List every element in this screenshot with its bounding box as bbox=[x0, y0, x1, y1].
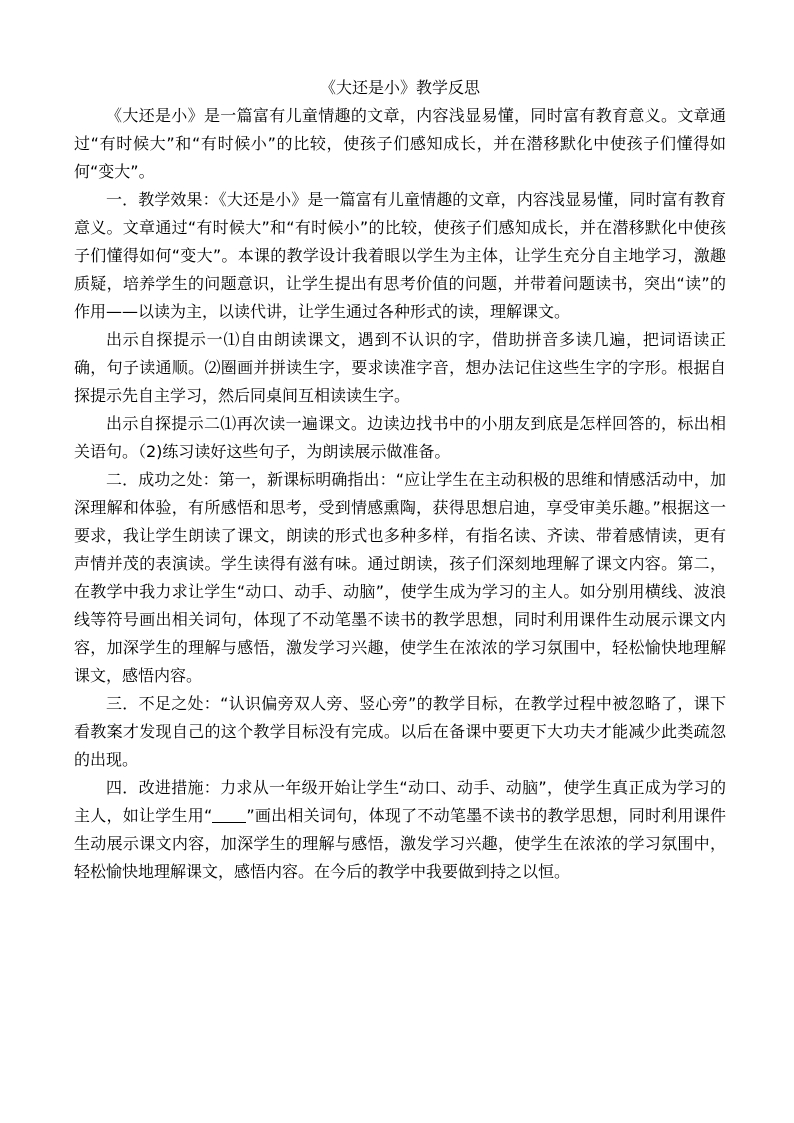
document-body bbox=[74, 74, 726, 886]
paragraph-prompt-one: 出示自探提示一⑴自由朗读课文，遇到不认识的字，借助拼音多读几遍，把词语读正确，句子读通顺。⑵圈画并拼读生字，要求读准字音，想办法记住这些生字的字形。根据自探提示先自主学习，然后同桌间互相读读生字。 bbox=[74, 330, 726, 405]
document-title: 《大还是小》教学反思 bbox=[319, 78, 480, 97]
paragraph-shortcoming: 三．不足之处：“认识偏旁双人旁、竖心旁”的教学目标，在教学过程中被忽略了，课下看教案才发现自己的这个教学目标没有完成。以后在备课中要更下大功夫才能减少此类疏忽的出现。 bbox=[74, 694, 726, 769]
paragraph-intro: 《大还是小》是一篇富有儿童情趣的文章，内容浅显易懂，同时富有教育意义。文章通过“有时候大”和“有时候小”的比较，使孩子们感知成长，并在潜移默化中使孩子们懂得如何“变大”。 bbox=[74, 106, 726, 181]
paragraph-teaching-effect: 一．教学效果：《大还是小》是一篇富有儿童情趣的文章，内容浅显易懂，同时富有教育意义。文章通过“有时候大”和“有时候小”的比较，使孩子们感知成长，并在潜移默化中使孩子们懂得如何“变大”。本课的教学设计我着眼以学生为主体，让学生充分自主地学习，激趣质疑，培养学生的问题意识，让学生提出有思考价值的问题，并带着问题读书，突出“读”的作用——以读为主，以读代讲，让学生通过各种形式的读，理解课文。 bbox=[74, 190, 726, 321]
fill-in-blank bbox=[212, 806, 246, 823]
paragraph-improvement bbox=[74, 774, 726, 886]
improvement-text-before: 四．改进措施：力求从一年级开始让学生“动口、动手、动脑”，使学生真正成为学习的主人，如让学生用“ bbox=[74, 778, 726, 825]
paragraph-prompt-two: 出示自探提示二⑴再次读一遍课文。边读边找书中的小朋友到底是怎样回答的，标出相关语句。（2)练习读好这些句子，为朗读展示做准备。 bbox=[74, 414, 726, 461]
paragraph-success: 二．成功之处：第一，新课标明确指出：“应让学生在主动积极的思维和情感活动中，加深理解和体验，有所感悟和思考，受到情感熏陶，获得思想启迪，享受审美乐趣。”根据这一要求，我让学生朗读了课文，朗读的形式也多种多样，有指名读、齐读、带着感情读，更有声情并茂的表演读。学生读得有滋有味。通过朗读，孩子们深刻地理解了课文内容。第二，在教学中我力求让学生“动口、动手、动脑”，使学生成为学习的主人。如分别用横线、波浪线等符号画出相关词句，体现了不动笔墨不读书的教学思想，同时利用课件生动展示课文内容，加深学生的理解与感悟，激发学习兴趣，使学生在浓浓的学习氛围中，轻松愉快地理解课文，感悟内容。 bbox=[74, 470, 726, 685]
improvement-text-after: ”画出相关词句，体现了不动笔墨不读书的教学思想，同时利用课件生动展示课文内容，加深学生的理解与感悟，激发学习兴趣，使学生在浓浓的学习氛围中，轻松愉快地理解课文，感悟内容。在今后的教学中我要做到持之以恒。 bbox=[74, 806, 726, 881]
